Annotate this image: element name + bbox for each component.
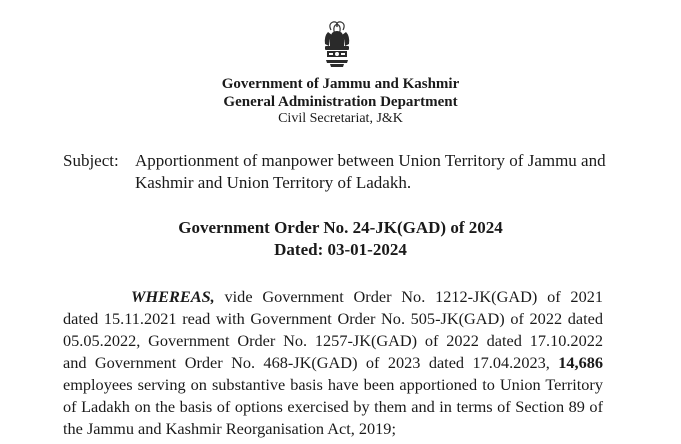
issuer-location: Civil Secretariat, J&K (278, 111, 403, 126)
body-line: 05.05.2022, Government Order No. 1257-JK(GAD) of 2022 dated 17.10.2022 (63, 331, 603, 350)
body-line: dated 15.11.2021 read with Government Order No. 505-JK(GAD) of 2022 dated (63, 309, 603, 328)
issuer-government: Government of Jammu and Kashmir (221, 76, 460, 92)
body-line: employees serving on substantive basis have been apportioned to Union Territory (63, 375, 603, 394)
issuer-department: General Administration Department (223, 94, 458, 110)
body-line (131, 287, 603, 307)
national-emblem-icon (317, 20, 357, 70)
body-text: vide Government Order No. 1212-JK(GAD) of 2021 (214, 287, 603, 306)
subject-label: Subject: (63, 151, 119, 170)
order-date: Dated: 03-01-2024 (274, 240, 407, 259)
body-line: of Ladakh on the basis of options exercised by them and in terms of Section 89 of (63, 397, 603, 416)
subject-text-line: Apportionment of manpower between Union Territory of Jammu and (135, 151, 606, 170)
body-line (63, 353, 603, 373)
body-text: and Government Order No. 468-JK(GAD) of 2023 dated 17.04.2023, (63, 353, 559, 372)
subject-text-line: Kashmir and Union Territory of Ladakh. (135, 173, 412, 192)
order-title: Government Order No. 24-JK(GAD) of 2024 (178, 218, 503, 237)
whereas-keyword: WHEREAS, (131, 287, 215, 306)
body-line: the Jammu and Kashmir Reorganisation Act, 2019; (63, 419, 396, 438)
employee-count: 14,686 (558, 353, 603, 372)
